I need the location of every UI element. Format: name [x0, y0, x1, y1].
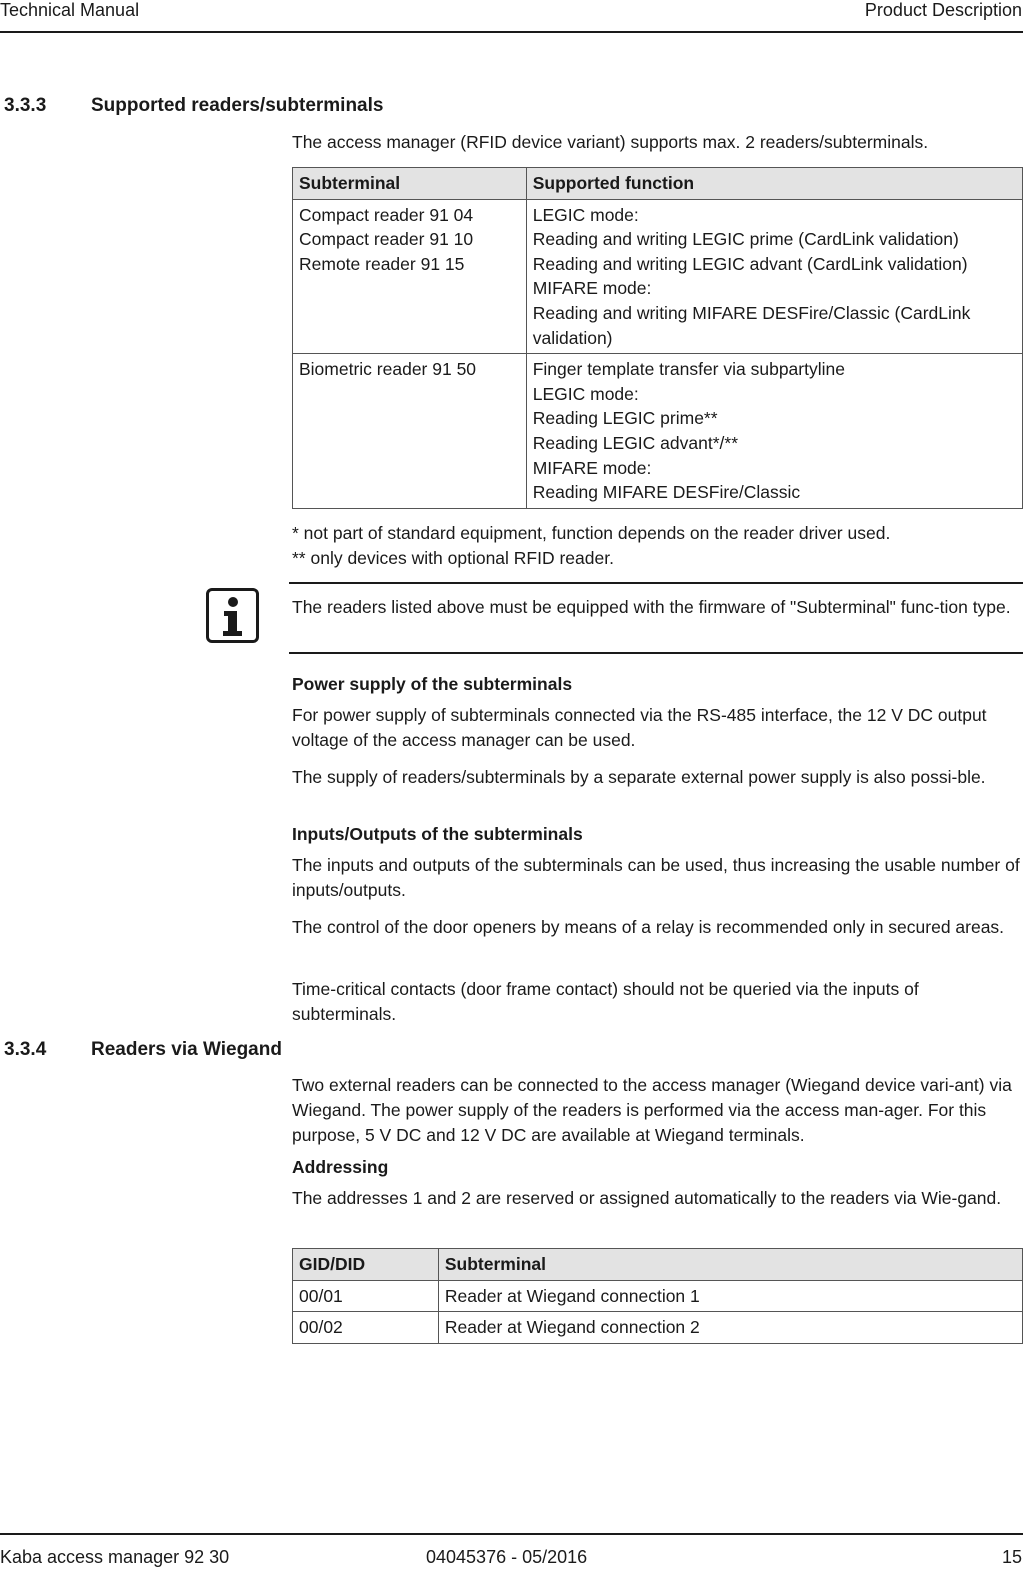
- cell-line: MIFARE mode:: [532, 457, 652, 478]
- power-supply-paragraph: For power supply of subterminals connected via the RS-485 interface, the 12 V DC output voltage of the access manager can be used.: [292, 705, 987, 750]
- io-paragraph: Time-critical contacts (door frame contact) should not be queried via the inputs of subterminals.: [292, 979, 919, 1024]
- cell-line: Reading and writing LEGIC advant (CardLink validation): [532, 253, 968, 274]
- table-header-cell: GID/DID: [293, 1249, 439, 1281]
- section-intro: The access manager (RFID device variant) supports max. 2 readers/subterminals.: [292, 132, 929, 152]
- table-header-cell: Subterminal: [293, 168, 527, 200]
- table-cell: [293, 199, 527, 354]
- cell-line: Remote reader 91 15: [299, 253, 465, 274]
- section-number: 3.3.3: [4, 95, 47, 116]
- footnote: ** only devices with optional RFID reader.: [292, 548, 614, 568]
- footnote: * not part of standard equipment, function depends on the reader driver used.: [292, 523, 891, 543]
- table-cell: 00/01: [293, 1280, 439, 1312]
- power-supply-heading: Power supply of the subterminals: [292, 674, 573, 694]
- io-paragraph: The inputs and outputs of the subterminals can be used, thus increasing the usable number of inputs/outputs.: [292, 855, 1020, 900]
- section-title: Supported readers/subterminals: [91, 95, 384, 116]
- footer-product-name: Kaba access manager 92 30: [0, 1547, 230, 1567]
- info-icon: [206, 588, 259, 643]
- header-section-title: Product Description: [864, 0, 1022, 20]
- info-divider-bottom: [289, 652, 1023, 654]
- cell-line: Reading and writing MIFARE DESFire/Classic (CardLink: [532, 302, 971, 323]
- table-cell: Reader at Wiegand connection 2: [438, 1312, 1022, 1344]
- table-cell: [526, 199, 1022, 354]
- cell-line: validation): [532, 327, 613, 348]
- cell-line: LEGIC mode:: [532, 204, 639, 225]
- footer-document-number: 04045376 - 05/2016: [426, 1547, 588, 1567]
- wiegand-address-table: [292, 1248, 1023, 1344]
- table-row: [293, 199, 1023, 354]
- cell-line: Reading MIFARE DESFire/Classic: [532, 482, 801, 503]
- table-header-cell: Subterminal: [438, 1249, 1022, 1281]
- table-cell: [526, 354, 1022, 509]
- io-heading: Inputs/Outputs of the subterminals: [292, 824, 583, 844]
- table-cell: 00/02: [293, 1312, 439, 1344]
- footer-page-number: 15: [1001, 1547, 1022, 1567]
- info-note-text: The readers listed above must be equipped with the firmware of "Subterminal" func-tion type.: [292, 597, 1011, 617]
- table-cell: [293, 354, 527, 509]
- power-supply-paragraph: The supply of readers/subterminals by a separate external power supply is also possi-ble.: [292, 767, 986, 787]
- table-row: [293, 1312, 1023, 1344]
- footer-divider: [0, 1533, 1023, 1535]
- header-divider: [0, 31, 1023, 33]
- subterminal-table: [292, 167, 1023, 509]
- section-number: 3.3.4: [4, 1039, 47, 1060]
- table-header-row: [293, 168, 1023, 200]
- table-header-cell: Supported function: [526, 168, 1022, 200]
- table-cell: Reader at Wiegand connection 1: [438, 1280, 1022, 1312]
- cell-line: Reading LEGIC prime**: [532, 408, 718, 429]
- cell-line: Finger template transfer via subpartyline: [532, 359, 845, 380]
- info-divider-top: [289, 582, 1023, 584]
- table-row: [293, 354, 1023, 509]
- cell-line: Biometric reader 91 50: [299, 359, 477, 380]
- table-header-row: [293, 1249, 1023, 1281]
- cell-line: Compact reader 91 10: [299, 229, 474, 250]
- io-paragraph: The control of the door openers by means of a relay is recommended only in secured areas.: [292, 917, 1005, 937]
- addressing-paragraph: The addresses 1 and 2 are reserved or assigned automatically to the readers via Wie-gand.: [292, 1188, 1002, 1208]
- section-title: Readers via Wiegand: [91, 1039, 282, 1060]
- header-manual-title: Technical Manual: [0, 0, 140, 20]
- cell-line: Reading LEGIC advant*/**: [532, 432, 739, 453]
- section-intro: Two external readers can be connected to the access manager (Wiegand device vari-ant) via Wiegand. The power supply of the readers is performed via the access man-ager. For this purpose, 5 V DC and 12 V DC are available at Wiegand terminals.: [292, 1075, 1012, 1145]
- table-row: [293, 1280, 1023, 1312]
- cell-line: Compact reader 91 04: [299, 204, 474, 225]
- cell-line: MIFARE mode:: [532, 278, 652, 299]
- addressing-heading: Addressing: [292, 1157, 389, 1177]
- cell-line: Reading and writing LEGIC prime (CardLink validation): [532, 229, 959, 250]
- cell-line: LEGIC mode:: [532, 383, 639, 404]
